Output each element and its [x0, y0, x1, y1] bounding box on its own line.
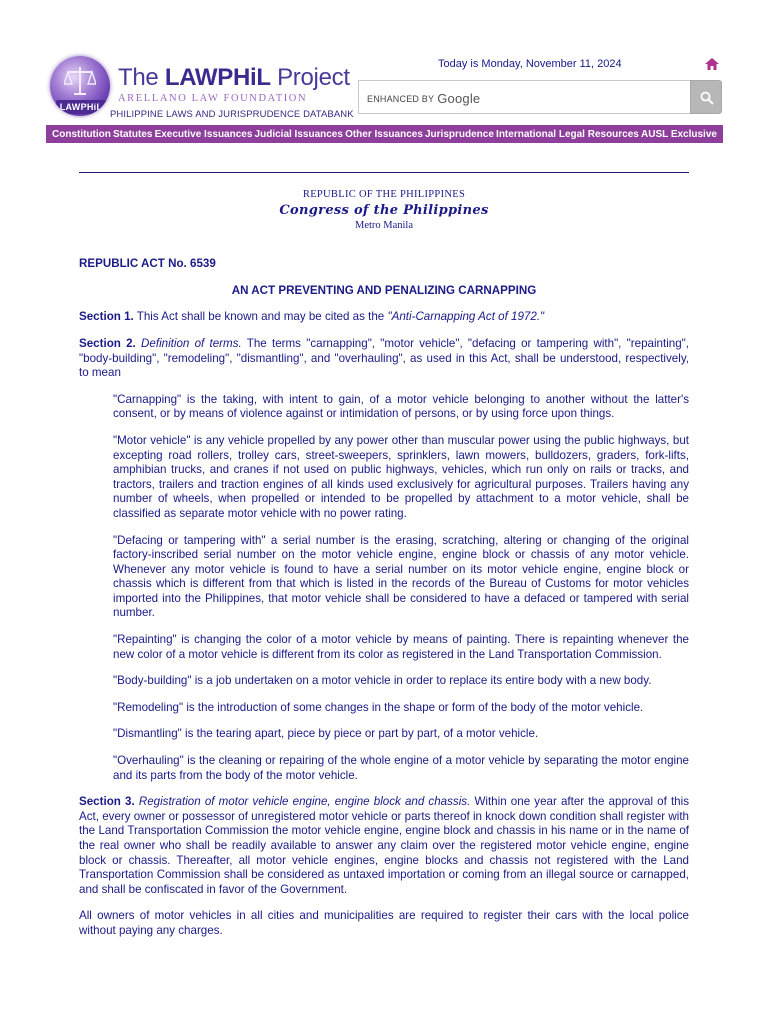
definition-repainting: "Repainting" is changing the color of a motor vehicle by means of painting. There is repainting whenever the new color of a motor vehicle is different from its color as registered in the Land Transportation Commission. [113, 633, 689, 661]
definition-motor-vehicle: "Motor vehicle" is any vehicle propelled by any power other than muscular power using the public highways, but excepting road rollers, trolley cars, street-sweepers, sprinklers, lawn mowers, bulldozers, graders, fork-lifts, amphibian trucks, and cranes if not used on public highways, vehicles, which run only on rails or tracks, and tractors, trailers and traction engines of all kinds used exclusively for agricultural purposes. Trailers having any number of wheels, when propelled or intended to be propelled by attachment to a motor vehicle, shall be classified as separate motor vehicle with no power rating. [113, 433, 689, 520]
nav-other-issuances[interactable]: Other Issuances [345, 128, 423, 140]
definition-remodeling: "Remodeling" is the introduction of some changes in the shape or form of the body of the motor vehicle. [113, 700, 644, 714]
act-title: AN ACT PREVENTING AND PENALIZING CARNAPPING [231, 283, 537, 297]
home-icon[interactable] [704, 57, 720, 71]
databank-tagline: PHILIPPINE LAWS AND JURISPRUDENCE DATABANK [110, 109, 354, 120]
definition-dismantling: "Dismantling" is the tearing apart, piece by piece or part by part, of a motor vehicle. [113, 727, 539, 741]
definition-body-building: "Body-building" is a job undertaken on a motor vehicle in order to replace its entire body with a new body. [113, 674, 652, 688]
site-title: The LAWPHiL Project [118, 64, 350, 91]
logo-badge: LAWPHiL [56, 100, 106, 114]
definition-overhauling: "Overhauling" is the cleaning or repairing of the whole engine of a motor vehicle by separating the motor engine and its parts from the body of the motor vehicle. [113, 754, 689, 782]
nav-statutes[interactable]: Statutes [113, 128, 153, 140]
search-button[interactable] [690, 80, 722, 114]
section-1: Section 1. This Act shall be known and may be cited as the "Anti-Carnapping Act of 1972." [79, 310, 545, 324]
magnifier-icon [700, 91, 714, 105]
search-input[interactable] [358, 80, 690, 114]
scales-of-justice-icon [50, 56, 110, 116]
section-3: Section 3. Registration of motor vehicle engine, engine block and chassis. Within one year after the approval of this Act, every owner or possessor of unregistered motor vehicle or parts thereof in knock down condition shall register with the Land Transportation Commission the motor vehicle engine, engine block and chassis in his name or in the name of the real owner who shall be readily available to answer any claim over the registered motor vehicle engine, engine block or chassis. Thereafter, all motor vehicle engines, engine blocks and chassis not registered with the Land Transportation Commission shall be considered as untaxed importation or coming from an illegal source or carnapped, and shall be confiscated in favor of the Government. [79, 795, 690, 896]
foundation-name: ARELLANO LAW FOUNDATION [118, 93, 308, 104]
nav-executive-issuances[interactable]: Executive Issuances [154, 128, 253, 140]
closing-paragraph: All owners of motor vehicles in all cities and municipalities are required to register their cars with the local police without paying any charges. [79, 909, 689, 937]
site-logo[interactable] [48, 52, 368, 124]
definition-carnapping: "Carnapping" is the taking, with intent to gain, of a motor vehicle belonging to another without the latter's consent, or by means of violence against or intimidation of persons, or by using force upon things. [113, 392, 689, 421]
nav-jurisprudence[interactable]: Jurisprudence [425, 128, 494, 140]
congress-label: Congress of the Philippines [279, 202, 489, 218]
current-date: Today is Monday, November 11, 2024 [438, 58, 622, 70]
nav-judicial-issuances[interactable]: Judicial Issuances [254, 128, 343, 140]
header-divider [79, 172, 689, 173]
nav-international-legal-resources[interactable]: International Legal Resources [496, 128, 639, 140]
metro-label: Metro Manila [354, 219, 414, 231]
search-branding: ENHANCED BY Google [367, 91, 481, 106]
definition-defacing: "Defacing or tampering with" a serial number is the erasing, scratching, altering or changing of the original factory-inscribed serial number on the motor vehicle engine, engine block or chassis of any motor vehicle. Whenever any motor vehicle is found to have a serial number on its motor vehicle engine, engine block or chassis which is different from that which is listed in the records of the Bureau of Customs for motor vehicles imported into the Philippines, that motor vehicle shall be considered to have a defaced or tampered with serial number. [113, 533, 689, 620]
nav-constitution[interactable]: Constitution [52, 128, 111, 140]
section-2: Section 2. Definition of terms. The terms "carnapping", "motor vehicle", "defacing or tampering with", "repainting", "body-building", "remodeling", "dismantling", and "overhauling", as used in this Act, shall be understood, respectively, to mean [79, 336, 690, 380]
act-number: REPUBLIC ACT No. 6539 [79, 257, 216, 271]
main-nav [46, 125, 723, 143]
document-heading [79, 188, 689, 233]
nav-ausl-exclusive[interactable]: AUSL Exclusive [641, 128, 717, 140]
republic-label: REPUBLIC OF THE PHILIPPINES [302, 189, 466, 200]
document-body [79, 188, 689, 939]
